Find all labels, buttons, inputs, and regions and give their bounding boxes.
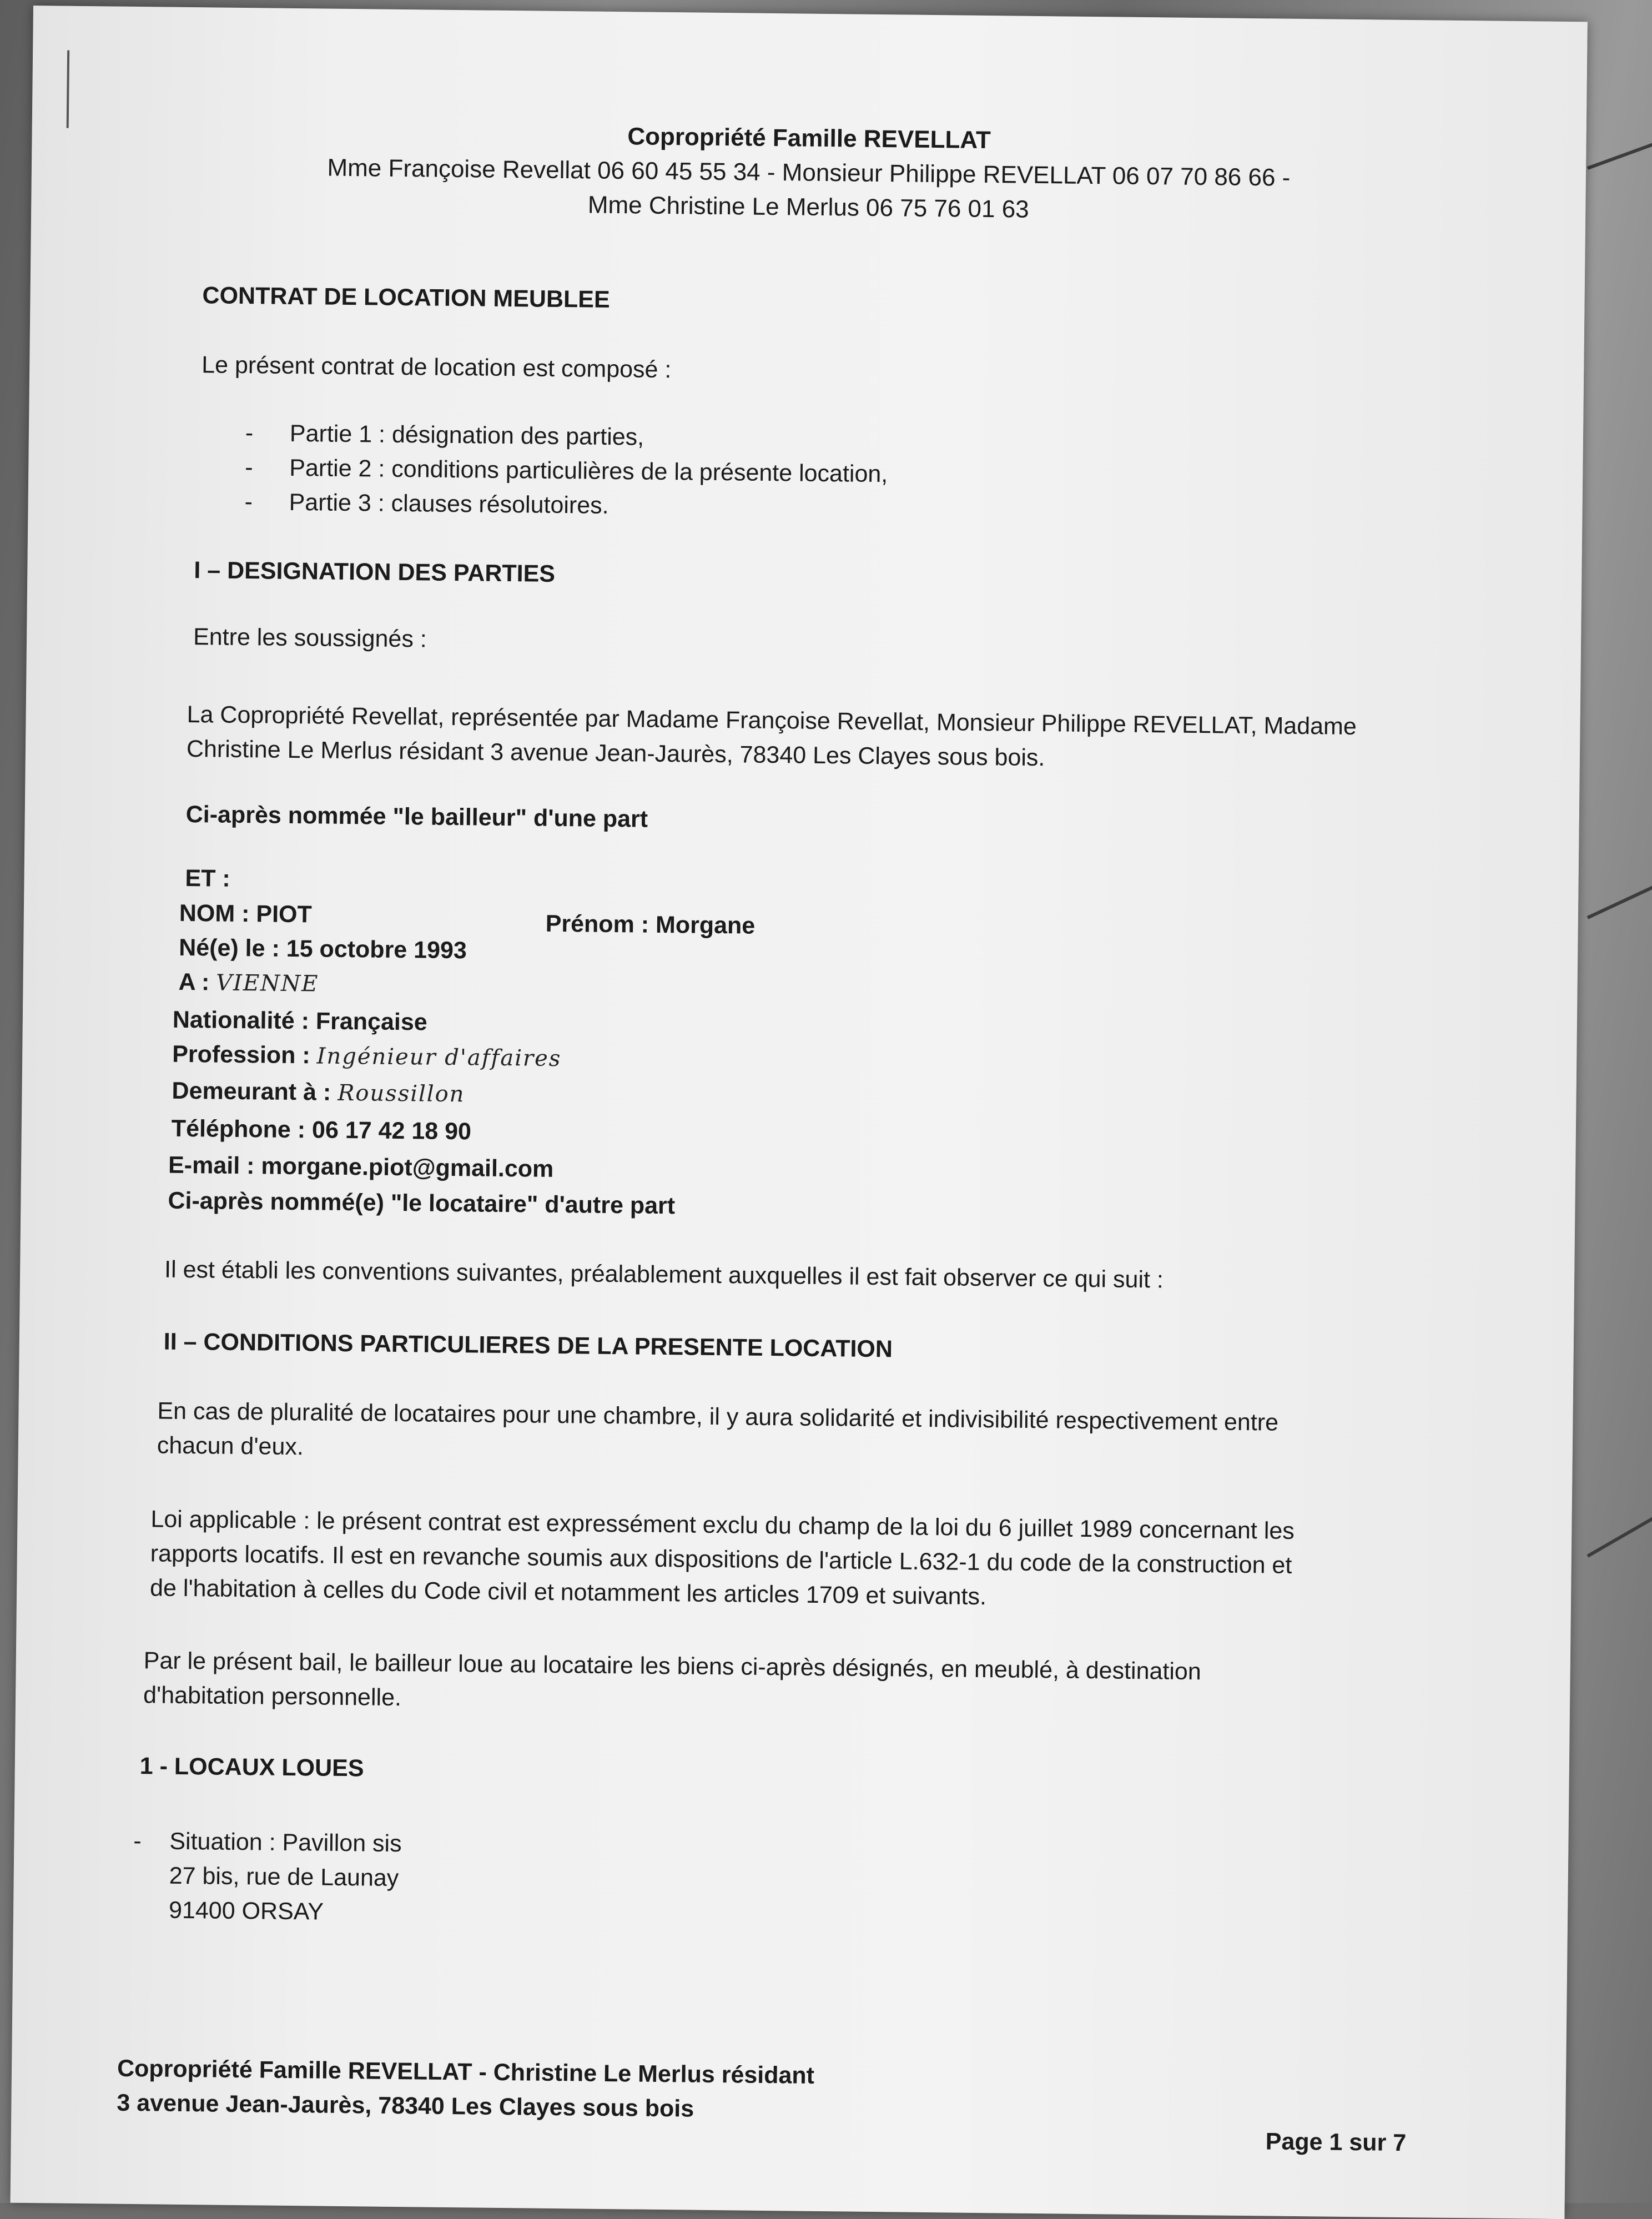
email-field (168, 1152, 554, 1183)
lease-line1: Par le présent bail, le bailleur loue au locataire les biens ci-après désignés, en meublé, à destination (144, 1647, 1202, 1685)
nationality-value: Française (316, 1008, 427, 1035)
phone-value: 06 17 42 18 90 (312, 1116, 471, 1145)
prenom-value: Morgane (656, 912, 756, 939)
situation-line3: 91400 ORSAY (169, 1897, 324, 1926)
profession-label: Profession : (172, 1041, 310, 1069)
prenom-field (545, 910, 755, 940)
part-item-3: Partie 3 : clauses résolutoires. (289, 489, 608, 520)
list-bullet: - (244, 489, 253, 516)
header-title: Copropriété Famille REVELLAT (32, 117, 1586, 160)
birthplace-field (178, 969, 319, 998)
page-number: Page 1 sur 7 (1266, 2128, 1407, 2157)
birthdate-value: 15 octobre 1993 (286, 935, 467, 964)
law-line1: Loi applicable : le présent contrat est expressément exclu du champ de la loi du 6 juillet 1989 concernant les (150, 1506, 1295, 1545)
premises-title: 1 - LOCAUX LOUES (140, 1753, 364, 1782)
birthdate-field (179, 934, 467, 964)
solidarity-line2: chacun d'eux. (157, 1432, 304, 1461)
part-item-1: Partie 1 : désignation des parties, (290, 420, 644, 451)
nationality-label: Nationalité : (173, 1007, 310, 1035)
list-bullet: - (133, 1828, 142, 1855)
profession-handwritten-value: Ingénieur d'affaires (316, 1043, 561, 1071)
nom-field (179, 900, 312, 928)
contract-intro: Le présent contrat de location est composé : (202, 351, 672, 384)
nationality-field (173, 1007, 427, 1036)
lessor-text-line1: La Copropriété Revellat, représentée par Madame Françoise Revellat, Monsieur Philippe REVELLAT, Madame (187, 701, 1357, 741)
section-1-title: I – DESIGNATION DES PARTIES (194, 557, 555, 588)
list-bullet: - (245, 420, 254, 447)
email-value: morgane.piot@gmail.com (261, 1153, 553, 1183)
nom-label: NOM : (179, 900, 250, 927)
law-line2: rapports locatifs. Il est en revanche soumis aux dispositions de l'article L.632-1 du code de la construction et (150, 1540, 1292, 1579)
birthplace-handwritten-value: VIENNE (216, 970, 319, 997)
situation-line1: Situation : Pavillon sis (169, 1828, 402, 1858)
law-line3: de l'habitation à celles du Code civil et notamment les articles 1709 et suivants. (150, 1574, 986, 1611)
section-2-title: II – CONDITIONS PARTICULIERES DE LA PRESENTE LOCATION (164, 1329, 893, 1363)
lessor-text-line2: Christine Le Merlus résidant 3 avenue Jean-Jaurès, 78340 Les Clayes sous bois. (187, 736, 1045, 772)
prenom-label: Prénom : (545, 910, 649, 938)
tenant-label: Ci-après nommé(e) "le locataire" d'autre part (168, 1188, 675, 1220)
between-label: Entre les soussignés : (193, 623, 427, 653)
address-label: Demeurant à : (172, 1078, 331, 1106)
address-handwritten-value: Roussillon (338, 1080, 465, 1107)
footer-line2: 3 avenue Jean-Jaurès, 78340 Les Clayes sous bois (117, 2090, 694, 2123)
contract-title: CONTRAT DE LOCATION MEUBLEE (202, 282, 610, 314)
header-contacts-line1: Mme Françoise Revellat 06 60 45 55 34 - Monsieur Philippe REVELLAT 06 07 70 86 66 - (32, 151, 1586, 195)
email-label: E-mail : (168, 1152, 255, 1180)
lease-line2: d'habitation personnelle. (143, 1682, 401, 1712)
part-item-2: Partie 2 : conditions particulières de la présente location, (289, 455, 888, 488)
header-contacts-line2: Mme Christine Le Merlus 06 75 76 01 63 (31, 185, 1585, 229)
conventions-text: Il est établi les conventions suivantes, préalablement auxquelles il est fait observer ce qui suit : (164, 1256, 1164, 1294)
lessor-label: Ci-après nommée "le bailleur" d'une part (185, 801, 648, 833)
nom-value: PIOT (256, 900, 312, 928)
profession-field (172, 1041, 562, 1072)
list-bullet: - (245, 454, 253, 481)
footer-line1: Copropriété Famille REVELLAT - Christine Le Merlus résidant (117, 2055, 814, 2090)
et-label: ET : (185, 865, 230, 893)
solidarity-line1: En cas de pluralité de locataires pour une chambre, il y aura solidarité et indivisibilité respectivement entre (157, 1397, 1278, 1436)
situation-line2: 27 bis, rue de Launay (169, 1863, 399, 1892)
birthplace-label: A : (178, 969, 209, 996)
address-field (172, 1078, 465, 1108)
phone-field (172, 1115, 472, 1146)
phone-label: Téléphone : (172, 1115, 306, 1144)
document-page (11, 6, 1588, 2219)
birthdate-label: Né(e) le : (179, 934, 280, 962)
